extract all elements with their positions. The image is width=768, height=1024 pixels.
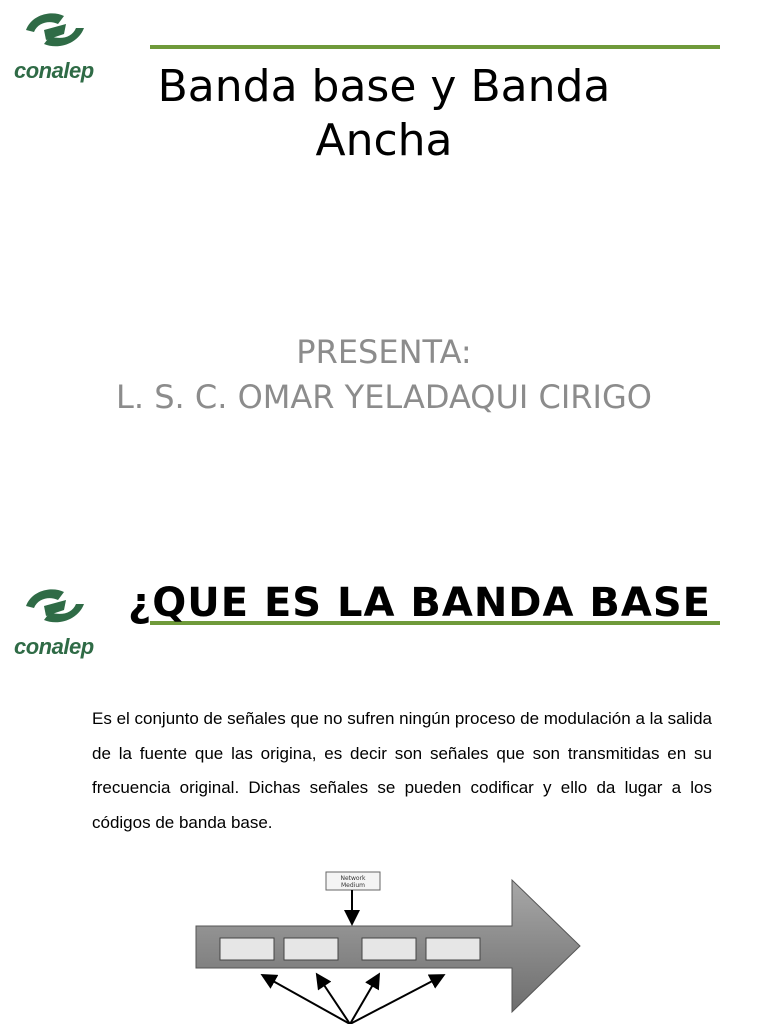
slide-title: ¿QUE ES LA BANDA BASE [128,580,711,626]
definition-paragraph: Es el conjunto de señales que no sufren ningún proceso de modulación a la salida de la fuente que las origina, es decir son señales que son transmitidas en su frecuencia original. Dichas señales se pueden codificar y ello da lugar a los códigos de banda base. [92,709,712,832]
accent-line [150,45,720,49]
presenter-label: PRESENTA: [296,333,472,371]
content-slide [0,560,768,1024]
data-block [362,938,416,960]
conalep-logo [8,8,108,98]
logo-text: conalep [14,58,94,83]
logo-text: conalep [14,634,94,659]
signal-arrow [264,976,350,1024]
conalep-logo [8,584,108,674]
network-medium-label-2: Medium [341,882,365,889]
conalep-emblem-icon [22,584,88,630]
slide-title: Banda base y Banda Ancha [157,61,611,166]
network-medium-label-1: Network [340,875,366,882]
data-block [220,938,274,960]
data-block [284,938,338,960]
presenter-name: L. S. C. OMAR YELADAQUI CIRIGO [116,378,652,416]
data-block [426,938,480,960]
conalep-emblem-icon [22,8,88,54]
presenter-block [100,330,668,420]
baseband-diagram [190,860,590,1024]
signal-arrow [318,976,350,1024]
